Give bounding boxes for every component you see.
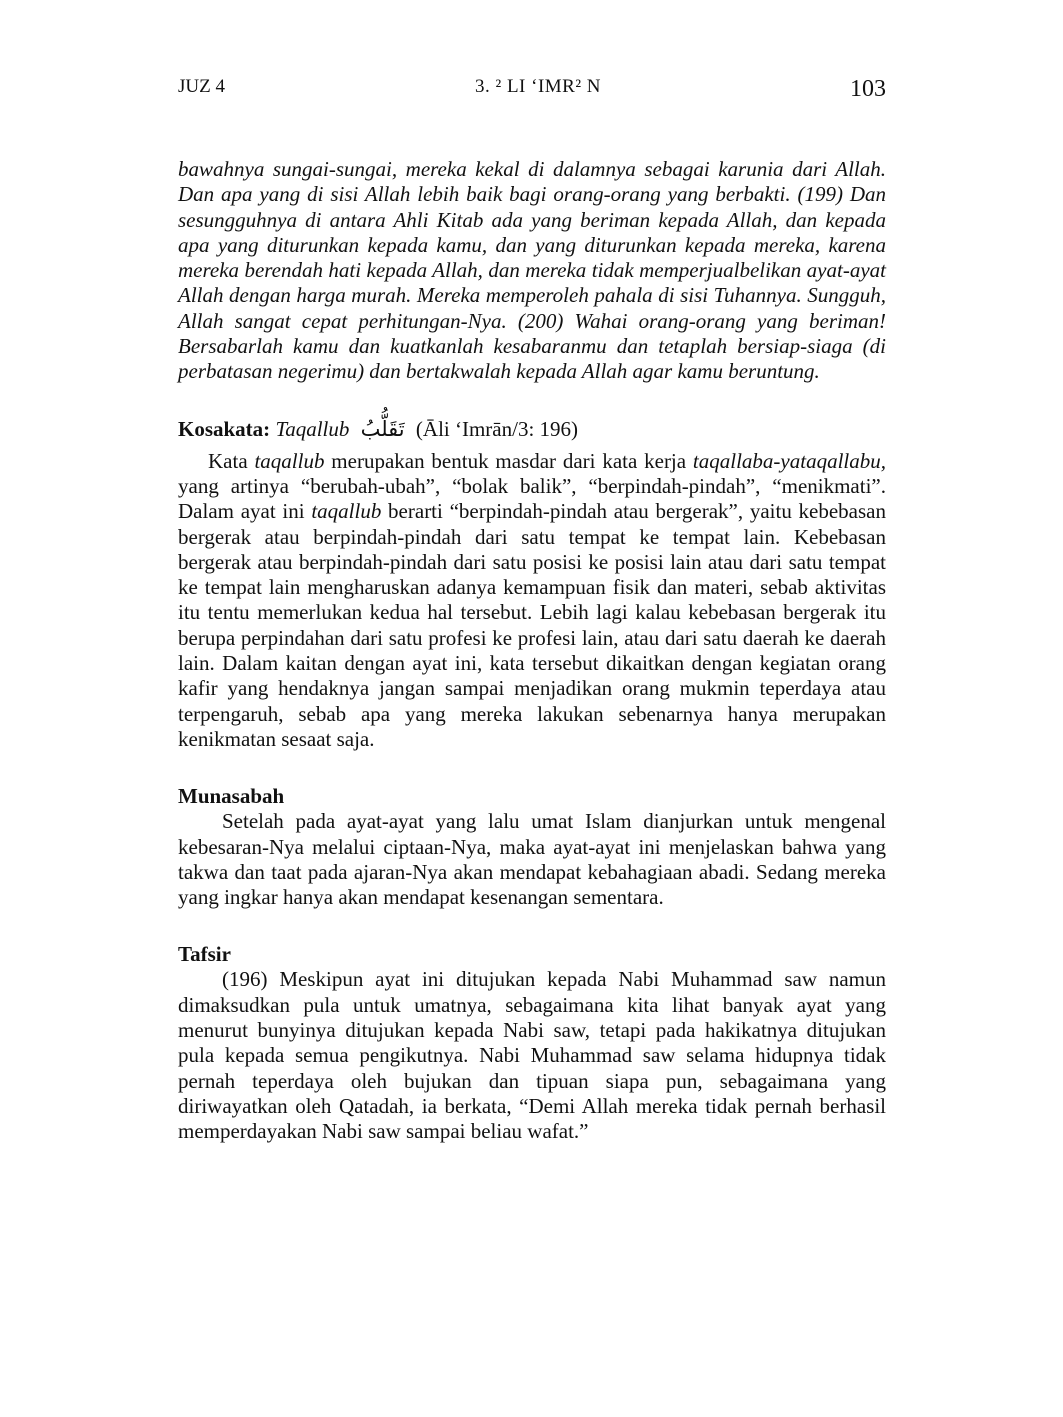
juz-label: JUZ 4 [178, 76, 225, 97]
kosakata-paragraph [178, 449, 886, 753]
kosakata-reference: (Āli ‘Imrān/3: 196) [415, 416, 579, 441]
munasabah-heading: Munasabah [178, 784, 285, 809]
kosakata-arabic: تَقَلُّبُ [360, 416, 405, 441]
kosakata-text-2: merupakan bentuk masdar dari kata kerja [324, 448, 693, 473]
kosakata-text-4: berarti “berpindah-pindah atau bergerak”, yaitu kebebasan bergerak atau berpindah-pindah dari satu tempat ke tempat lain. Kebebasan bergerak atau berpindah-pindah dari satu posisi ke posisi lain atau dari satu tempat ke tempat lain mengharuskan adanya kemampuan fisik dan materi, sebab aktivitas itu tentu memerlukan kedua hal tersebut. Lebih lagi kalau kebebasan bergerak itu berupa perpindahan dari satu profesi ke profesi lain, atau dari satu daerah ke daerah lain. Dalam kaitan dengan ayat ini, kata tersebut dikaitkan dengan kegiatan orang kafir yang hendaknya jangan sampai menjadikan orang mukmin teperdaya atau terpengaruh, sebab apa yang mereka lakukan sebenarnya hanya merupakan kenikmatan sesaat saja. [178, 499, 887, 751]
surah-title: 3. ² LI ‘IMR² N [475, 76, 602, 97]
munasabah-paragraph: Setelah pada ayat-ayat yang lalu umat Islam dianjurkan untuk mengenal kebesaran-Nya melalui ciptaan-Nya, maka ayat-ayat ini menjelaskan bahwa yang takwa dan taat pada ajaran-Nya akan mendapat kebahagiaan abadi. Sedang mereka yang ingkar hanya akan mendapat kesenangan sementara. [178, 809, 886, 910]
tafsir-paragraph: (196) Meskipun ayat ini ditujukan kepada Nabi Muhammad saw namun dimaksudkan pula untuk umatnya, sebagaimana kita lihat banyak ayat yang menurut bunyinya ditujukan kepada Nabi saw, tetapi pada hakikatnya ditujukan pula kepada semua pengikutnya. Nabi Muhammad saw selama hidupnya tidak pernah teperdaya oleh bujukan dan tipuan siapa pun, sebagaimana yang diriwayatkan oleh Qatadah, ia berkata, “Demi Allah mereka tidak pernah berhasil memperdayakan Nabi saw sampai beliau wafat.” [178, 967, 886, 1144]
kosakata-text-1: Kata [208, 448, 255, 473]
kosakata-italic-3: taqallub [311, 499, 382, 524]
kosakata-heading [178, 414, 886, 444]
page-number: 103 [850, 76, 886, 102]
tafsir-heading: Tafsir [178, 942, 231, 967]
kosakata-italic-2: taqallaba-yataqallabu, [692, 448, 886, 473]
kosakata-text-3: yang artinya “berubah-ubah”, “bolak balik”, “berpindah-pindah”, “menikmati”. Dalam ayat ini [178, 473, 886, 524]
running-head [178, 72, 886, 104]
verse-translation: bawahnya sungai-sungai, mereka kekal di dalamnya sebagai karunia dari Allah. Dan apa yang di sisi Allah lebih baik bagi orang-orang yang berbakti. (199) Dan sesungguhnya di antara Ahli Kitab ada yang beriman kepada Allah, dan kepada apa yang diturunkan kepada kamu, dan yang diturunkan kepada mereka, karena mereka berendah hati kepada Allah, dan mereka tidak memperjualbelikan ayat-ayat Allah dengan harga murah. Mereka memperoleh pahala di sisi Tuhannya. Sungguh, Allah sangat cepat perhitungan-Nya. (200) Wahai orang-orang yang beriman! Bersabarlah kamu dan kuatkanlah kesabaranmu dan tetaplah bersiap-siaga (di perbatasan negerimu) dan bertakwalah kepada Allah agar kamu beruntung. [178, 157, 886, 384]
kosakata-italic-1: taqallub [254, 448, 325, 473]
kosakata-term: Taqallub [275, 416, 350, 441]
kosakata-label: Kosakata: [178, 416, 271, 441]
page-body [178, 157, 886, 1145]
